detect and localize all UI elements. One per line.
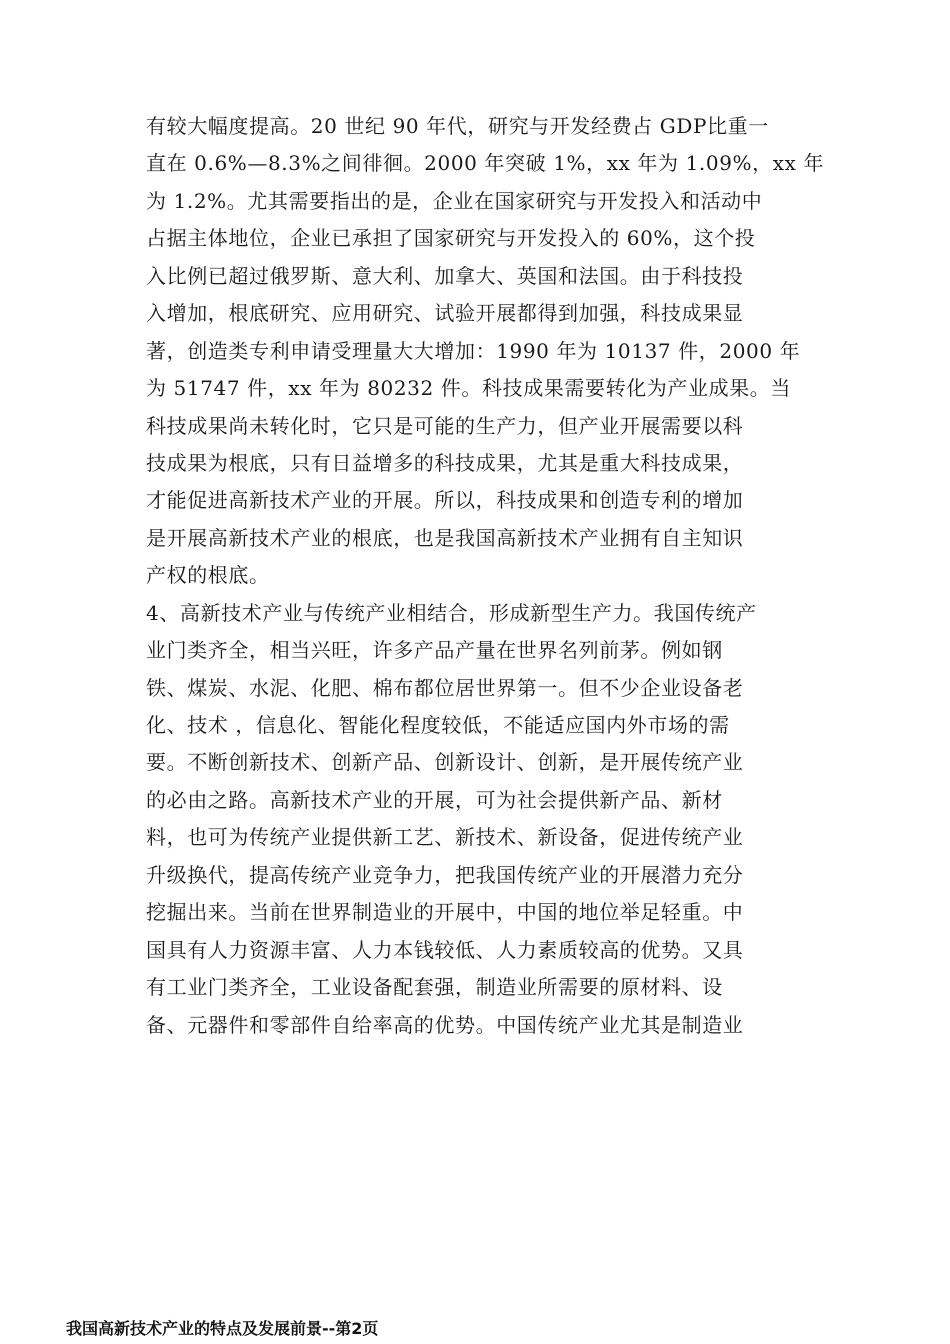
- text-line: 铁、煤炭、水泥、化肥、棉布都位居世界第一。但不少企业设备老: [146, 675, 744, 700]
- text-line: 为 51747 件，xx 年为 80232 件。科技成果需要转化为产业成果。当: [146, 376, 791, 401]
- body-text: [146, 108, 825, 1044]
- text-line: 4、高新技术产业与传统产业相结合，形成新型生产力。我国传统产: [146, 600, 757, 625]
- text-line: 的必由之路。高新技术产业的开展，可为社会提供新产品、新材: [146, 787, 723, 812]
- text-line: 是开展高新技术产业的根底，也是我国高新技术产业拥有自主知识: [146, 525, 744, 550]
- text-line: 技成果为根底，只有日益增多的科技成果，尤其是重大科技成果，: [146, 450, 744, 475]
- text-line: 入增加，根底研究、应用研究、试验开展都得到加强，科技成果显: [146, 301, 744, 326]
- text-line: 入比例已超过俄罗斯、意大利、加拿大、英国和法国。由于科技投: [146, 263, 744, 288]
- text-line: 有工业门类齐全，工业设备配套强，制造业所需要的原材料、设: [146, 975, 723, 1000]
- text-line: 化、技术 ，信息化、智能化程度较低，不能适应国内外市场的需: [146, 713, 730, 737]
- text-line: 有较大幅度提高。20 世纪 90 年代，研究与开发经费占 GDP比重一: [146, 114, 769, 138]
- text-line: 备、元器件和零部件自给率高的优势。中国传统产业尤其是制造业: [146, 1012, 744, 1037]
- text-line: 才能促进高新技术产业的开展。所以，科技成果和创造专利的增加: [146, 488, 744, 513]
- text-line: 为 1.2%。尤其需要指出的是，企业在国家研究与开发投入和活动中: [146, 188, 763, 213]
- text-line: 料，也可为传统产业提供新工艺、新技术、新设备，促进传统产业: [146, 825, 744, 850]
- text-line: 业门类齐全，相当兴旺，许多产品产量在世界名列前茅。例如钢: [146, 638, 723, 663]
- text-line: 升级换代，提高传统产业竞争力，把我国传统产业的开展潜力充分: [146, 862, 744, 887]
- text-line: 产权的根底。: [146, 563, 270, 588]
- text-line: 科技成果尚未转化时，它只是可能的生产力，但产业开展需要以科: [146, 413, 744, 438]
- text-line: 直在 0.6%—8.3%之间徘徊。2000 年突破 1%，xx 年为 1.09%，xx 年: [146, 151, 825, 176]
- text-line: 要。不断创新技术、创新产品、创新设计、创新，是开展传统产业: [146, 750, 744, 775]
- page-footer: 我国高新技术产业的特点及发展前景--第2页: [66, 1319, 379, 1338]
- text-line: 国具有人力资源丰富、人力本钱较低、人力素质较高的优势。又具: [146, 937, 744, 962]
- text-line: 挖掘出来。当前在世界制造业的开展中，中国的地位举足轻重。中: [146, 900, 744, 925]
- text-line: 著，创造类专利申请受理量大大增加：1990 年为 10137 件，2000 年: [146, 338, 801, 363]
- text-line: 占据主体地位，企业已承担了国家研究与开发投入的 60%，这个投: [146, 226, 756, 251]
